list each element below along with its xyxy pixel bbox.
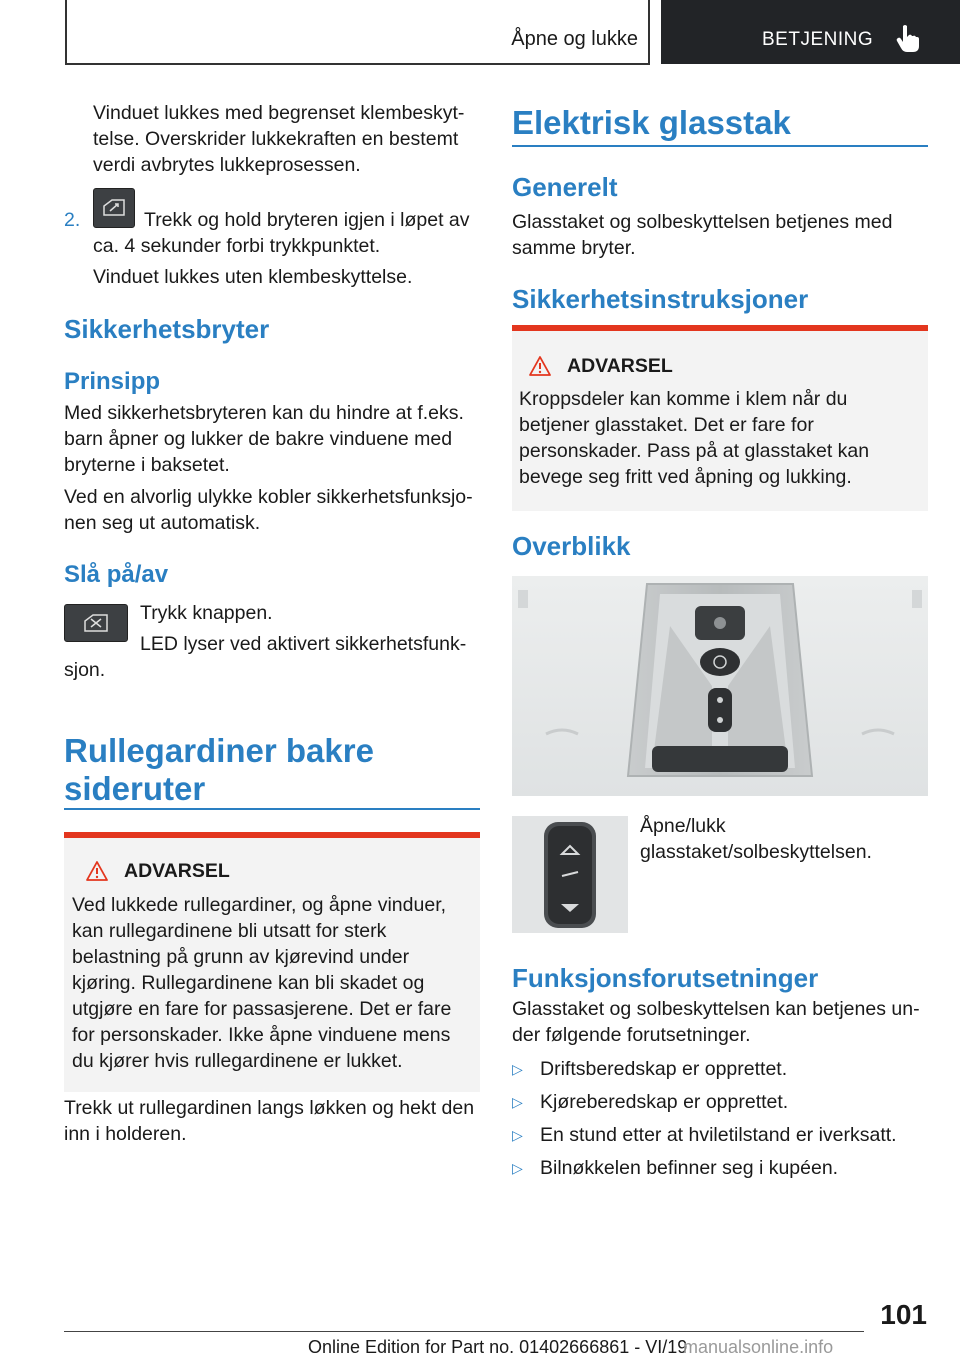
list-item [512, 1155, 928, 1188]
step2-note: Vinduet lukkes uten klembeskyttelse. [93, 266, 413, 288]
page-number: 101 [880, 1299, 927, 1330]
warning-title-text-roof: ADVARSEL [567, 355, 673, 377]
general-text: Glasstaket og solbeskyttelsen betjenes med samme bryter. [512, 211, 893, 259]
footer-watermark: manualsonline.info [683, 1337, 834, 1357]
triangle-bullet-icon: ▷ [512, 1094, 523, 1110]
switch-caption: Åpne/lukk glasstaket/solbeskyttelsen. [640, 815, 872, 863]
on-off-text-2: LED lyser ved aktivert sikkerhetsfunksjon. [64, 633, 467, 681]
header-rule-mid [648, 0, 650, 64]
para-clamp-protection: Vinduet lukkes med begrenset klembeskyttelse. Overskrider lukkekraften en bestemt verdi avbrytes lukkeprosessen. [93, 102, 465, 176]
heading-overview: Overblikk [512, 531, 631, 561]
footer-rule [64, 1331, 864, 1332]
list-item [512, 1122, 928, 1155]
on-off-text-1: Trykk knappen. [140, 602, 273, 624]
heading-principle: Prinsipp [64, 368, 161, 395]
heading-glass-roof: Elektrisk glasstak [512, 104, 791, 141]
heading-function-conditions: Funksjonsforutsetninger [512, 963, 819, 993]
blinds-instruction: Trekk ut rullegardinen langs løkken og hekt den inn i holderen. [64, 1097, 475, 1145]
header-rule-left [65, 0, 67, 64]
triangle-bullet-icon: ▷ [512, 1127, 523, 1143]
warning-title [72, 858, 472, 884]
conditions-list [512, 1056, 928, 1188]
list-item-text: Bilnøkkelen befinner seg i kupéen. [540, 1157, 839, 1179]
step-number: 2. [64, 209, 81, 231]
header-chapter-label: BETJENING [762, 29, 874, 50]
roof-switch-image [512, 816, 628, 933]
warning-triangle-icon [529, 356, 551, 376]
conditions-text: Glasstaket og solbeskyttelsen kan betjenes under følgende forutsetninger. [512, 998, 920, 1046]
triangle-bullet-icon: ▷ [512, 1160, 523, 1176]
principle-text-2: Ved en alvorlig ulykke kobler sikkerhetsfunksjonen seg ut automatisk. [64, 486, 473, 534]
warning-title-text: ADVARSEL [124, 860, 230, 882]
list-item-text: Driftsberedskap er opprettet. [540, 1058, 788, 1080]
principle-text-1: Med sikkerhetsbryteren kan du hindre at f.eks. barn åpner og lukker de bakre vinduene med bryterne i baksetet. [64, 402, 464, 476]
heading-general: Generelt [512, 172, 618, 202]
warning-title-roof [519, 353, 921, 379]
warning-text-roof: Kroppsdeler kan komme i klem når du betjener glasstaket. Det er fare for personskader. Pass på at glasstaket kan bevege seg fritt ved åpning og lukking. [519, 388, 870, 488]
header-section-title: Åpne og lukke [511, 28, 638, 50]
list-item-text: Kjøreberedskap er opprettet. [540, 1091, 789, 1113]
overhead-console-image [512, 576, 928, 796]
step2-text: Trekk og hold bryteren igjen i løpet av ca. 4 sekunder forbi trykkpunktet. [93, 209, 470, 257]
heading-rear-blinds: Rullegardiner bakre sideruter [64, 732, 374, 807]
header-rule-bottom [65, 63, 650, 65]
footer-edition: Online Edition for Part no. 01402666861 - VI/19 [308, 1337, 688, 1357]
warning-box-blinds [64, 832, 480, 1092]
triangle-bullet-icon: ▷ [512, 1061, 523, 1077]
heading-rule [64, 808, 480, 810]
header-chapter-tab [661, 0, 960, 64]
warning-text: Ved lukkede rullegardiner, og åpne vinduer, kan rullegardinene bli utsatt for sterk belastning på grunn av kjørevind under kjøring. Rullegardinene kan bli skadet og utgjøre en fare for passasjerene. Det er fare for personskader. Ikke åpne vinduene mens du kjører hvis rullegardinene er lukket. [72, 894, 452, 1072]
warning-box-roof [512, 325, 928, 511]
heading-safety-instructions: Sikkerhetsinstruksjoner [512, 284, 809, 314]
heading-safety-switch: Sikkerhetsbryter [64, 314, 270, 344]
heading-rule-roof [512, 145, 928, 147]
warning-triangle-icon [86, 861, 108, 881]
list-item-text: En stund etter at hviletilstand er iverksatt. [540, 1124, 897, 1146]
list-item [512, 1056, 928, 1089]
heading-on-off: Slå på/av [64, 561, 169, 588]
list-item [512, 1089, 928, 1122]
hand-pointer-icon [894, 24, 922, 54]
